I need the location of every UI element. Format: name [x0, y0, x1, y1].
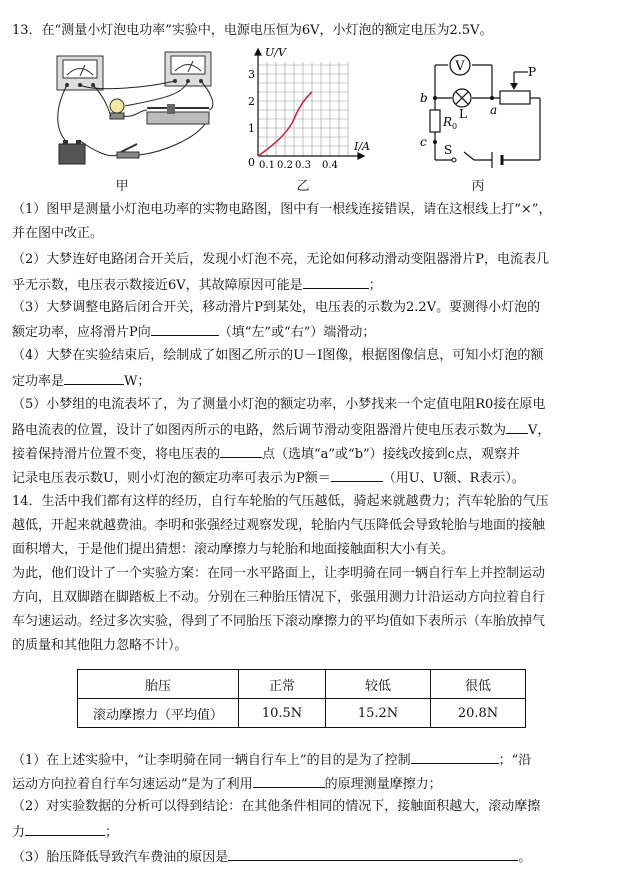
- table-cell: 10.5N: [239, 699, 326, 728]
- q14-part1-tail-b: 的原理测量摩擦力；: [324, 777, 442, 792]
- q14-line4: 为此，他们设计了一个实验方案：在同一水平路面上，让李明骑在同一辆自行车上并控制运动: [12, 566, 546, 581]
- lamp-l-label: L: [459, 107, 467, 121]
- ammeter-meter-icon: [57, 56, 103, 90]
- answer-blank[interactable]: [64, 371, 124, 385]
- table-cell: 20.8N: [431, 699, 526, 728]
- voltmeter-meter-icon: [165, 52, 211, 86]
- voltmeter-label: V: [455, 59, 465, 74]
- q14-part2-text: 力: [12, 825, 26, 840]
- q13-part3-text: 额定功率，应将滑片P向: [12, 325, 151, 340]
- caption-jia: 甲: [115, 179, 129, 194]
- x-tick-04: 0.4: [322, 160, 338, 171]
- table-row: [78, 699, 526, 728]
- q14-line5: 方向，且双脚踏在脚踏板上不动。分别在三种胎压情况下，张强用测力计沿运动方向拉着自行: [12, 590, 546, 605]
- answer-blank[interactable]: [220, 444, 262, 458]
- friction-data-table: [77, 669, 526, 728]
- y-tick-3: 3: [248, 68, 255, 81]
- figure-jia-circuit: [55, 48, 220, 173]
- switch-s-label: S: [444, 143, 453, 157]
- q13-part4-text: 定功率是: [12, 374, 65, 389]
- q13-part5-tail-b: 点（选填“a”或“b”）接线改接到c点，观察并: [262, 447, 520, 462]
- q13-part5-text: 路电流表的位置，设计了如图丙所示的电路，然后调节滑动变阻器滑片使电压表示数为: [12, 423, 507, 438]
- q14-part2-line1: （2）对实验数据的分析可以得到结论：在其他条件相同的情况下，接触面积越大，滚动摩擦: [12, 799, 541, 814]
- q14-part1-line2: [12, 774, 442, 794]
- answer-blank[interactable]: [228, 847, 518, 861]
- x-axis-label: I/A: [354, 140, 370, 153]
- resistor-r0-label: $R_0$: [443, 115, 458, 131]
- q13-part4-line2: [12, 371, 150, 391]
- q14-line6: 车匀速运动。经过多次实验，得到了不同胎压下滚动摩擦力的平均值如下表所示（车胎放掉气: [12, 614, 546, 629]
- q14-part1-text: （1）在上述实验中，“让李明骑在同一辆自行车上”的目的是为了控制: [12, 753, 411, 768]
- table-row: [78, 670, 526, 699]
- q13-part5-unit: V，: [528, 423, 551, 438]
- q14-part2-tail: ；: [105, 825, 119, 840]
- q13-part3-line2: [12, 322, 375, 342]
- answer-blank[interactable]: [331, 468, 383, 482]
- q13-part2-text: 乎无示数，电压表示数接近6V，其故障原因可能是: [12, 278, 303, 293]
- answer-blank[interactable]: [253, 774, 325, 788]
- lamp-symbol-icon: [453, 89, 471, 107]
- q13-part3-line1: （3）大梦调整电路后闭合开关，移动滑片P到某处，电压表的示数为2.2V。要测得小灯泡的: [12, 300, 541, 315]
- switch-icon: [117, 144, 139, 158]
- rheostat-symbol-icon: [500, 83, 530, 104]
- table-header-cell: 胎压: [78, 670, 239, 699]
- x-tick-03: 0.3: [295, 160, 311, 171]
- q13-part3-tail: （填“左”或“右”）端滑动；: [218, 325, 376, 340]
- node-c-label: c: [420, 135, 427, 149]
- table-header-cell: 较低: [326, 670, 431, 699]
- q14-line3: 面积增大，于是他们提出猜想：滚动摩擦力与轮胎和地面接触面积大小有关。: [12, 542, 455, 557]
- q13-part5-line1: （5）小梦组的电流表坏了，为了测量小灯泡的额定功率，小梦找来一个定值电阻R0接在原电: [12, 397, 546, 412]
- caption-yi: 乙: [296, 179, 310, 194]
- x-tick-02: 0.2: [277, 160, 293, 171]
- caption-bing: 丙: [471, 179, 485, 194]
- q14-part1-line1: [12, 750, 531, 770]
- y-tick-1: 1: [248, 122, 255, 135]
- q13-part1-line2: 并在图中改正。: [12, 226, 104, 241]
- node-a-label: a: [490, 103, 498, 117]
- q14-part2-line2: [12, 822, 118, 842]
- q14-line1: 14．生活中我们都有这样的经历，自行车轮胎的气压越低，骑起来就越费力；汽车轮胎的气压: [12, 494, 549, 509]
- q13-part5-line2: [12, 420, 550, 440]
- y-axis-label: U/V: [265, 46, 286, 59]
- q13-part5-line3: [12, 444, 520, 464]
- q13-part5-line4: [12, 468, 525, 488]
- voltmeter-symbol-icon: [450, 55, 470, 75]
- q13-part5-text-c: 记录电压表示数U，则小灯泡的额定功率可表示为P额＝: [12, 471, 331, 486]
- graph-axes: [255, 49, 364, 159]
- resistor-r0-icon: [430, 110, 440, 132]
- q13-part2-line2: [12, 275, 382, 295]
- q14-part1-text-b: 运动方向拉着自行车匀速运动”是为了利用: [12, 777, 253, 792]
- q13-part2-line1: （2）大梦连好电路闭合开关后，发现小灯泡不亮，无论如何移动滑动变阻器滑片P，电流表几: [12, 252, 550, 267]
- q13-part5-text-b: 接着保持滑片位置不变，将电压表的: [12, 447, 221, 462]
- battery-symbol-icon: [492, 152, 502, 168]
- table-header-cell: 正常: [239, 670, 326, 699]
- graph-grid: [258, 62, 348, 156]
- q14-part3-tail: 。: [518, 850, 532, 865]
- q13-part1-line1: （1）图甲是测量小灯泡电功率的实物电路图，图中有一根线连接错误，请在这根线上打“×”，: [12, 202, 552, 217]
- q14-line7: 的质量和其他阻力忽略不计）。: [12, 638, 188, 653]
- q14-part1-tail: ；“沿: [498, 753, 532, 768]
- answer-blank[interactable]: [303, 275, 369, 289]
- answer-blank[interactable]: [506, 420, 528, 434]
- y-tick-2: 2: [248, 95, 255, 108]
- figure-bing-schematic: [410, 50, 550, 170]
- slider-p-label: P: [528, 65, 537, 79]
- rheostat-icon: [147, 104, 209, 124]
- q14-part3-line1: [12, 847, 531, 867]
- table-cell: 15.2N: [326, 699, 431, 728]
- node-b-label: b: [420, 91, 428, 105]
- q13-part4-tail: W；: [124, 374, 151, 389]
- bulb-icon: [110, 99, 124, 119]
- origin-label: 0: [248, 156, 255, 169]
- table-header-cell: 很低: [431, 670, 526, 699]
- q13-part2-tail: ；: [368, 278, 382, 293]
- table-row-label: 滚动摩擦力（平均值）: [78, 699, 239, 728]
- battery-icon: [59, 140, 85, 164]
- q13-part4-line1: （4）大梦在实验结束后，绘制成了如图乙所示的U－I图像，根据图像信息，可知小灯泡的额: [12, 348, 544, 363]
- answer-blank[interactable]: [151, 322, 219, 336]
- q13-stem: 13．在“测量小灯泡电功率”实验中，电源电压恒为6V，小灯泡的额定电压为2.5V。: [12, 23, 493, 38]
- answer-blank[interactable]: [411, 750, 499, 764]
- x-tick-01: 0.1: [259, 160, 275, 171]
- answer-blank[interactable]: [25, 822, 105, 836]
- q14-line2: 越低，开起来就越费油。李明和张强经过观察发现，轮胎内气压降低会导致轮胎与地面的接触: [12, 518, 546, 533]
- figure-yi-graph: [232, 44, 372, 172]
- q14-part3-text: （3）胎压降低导致汽车费油的原因是: [12, 850, 229, 865]
- q13-part5-tail-c: （用U、U额、R表示）。: [382, 471, 525, 486]
